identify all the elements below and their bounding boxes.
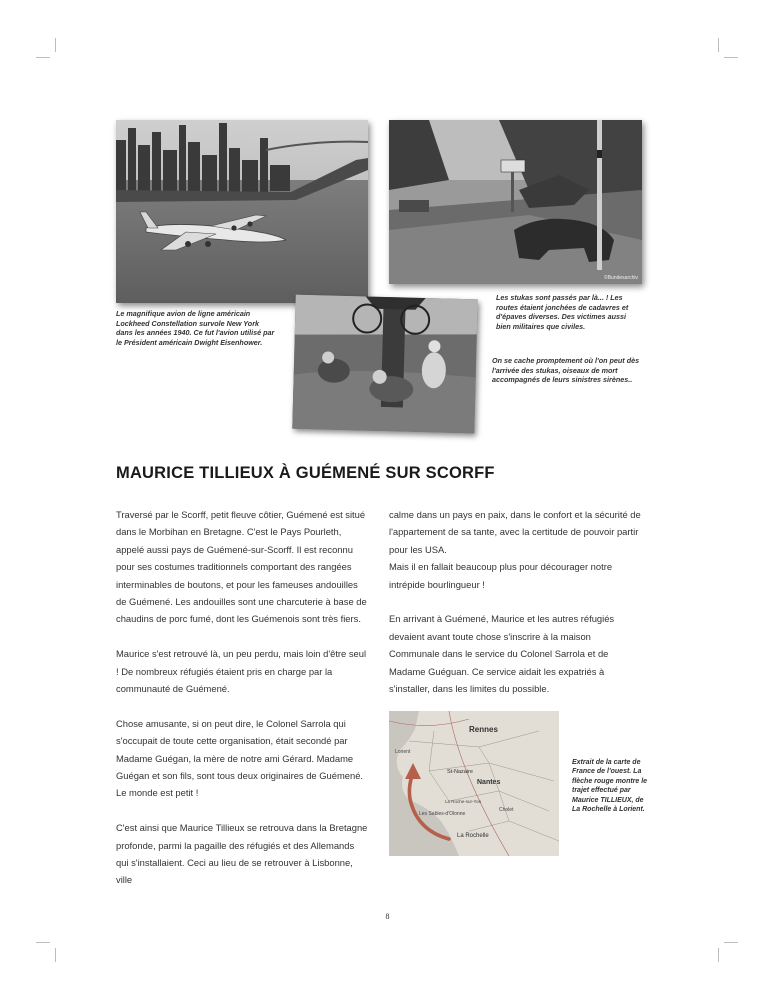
caption-plane: Le magnifique avion de ligne américain Lockheed Constellation survole New York dans les années 1940. Ce fut l'avion utilisé par le Président américain Dwight Eisenhower. [116, 309, 275, 347]
paragraph: calme dans un pays en paix, dans le confort et la sécurité de l'appartement de sa tante, avec la certitude de pouvoir partir pour les USA. [389, 509, 641, 555]
photo-stukas-road [389, 120, 642, 284]
paragraph: Mais il en fallait beaucoup plus pour décourager notre intrépide bourlingueur ! [389, 561, 613, 590]
map-label: La Roche-sur-Yon [445, 799, 482, 804]
photo-hiding-tree [292, 295, 477, 434]
page-number: 8 [385, 912, 390, 921]
map-label: Lorient [395, 749, 411, 755]
map-label: La Rochelle [457, 833, 489, 839]
paragraph: En arrivant à Guémené, Maurice et les autres réfugiés devaient avant toute chose s'inscrire à la maison Communale dans le service du Colonel Sarrola et de Madame Guéguan. Ce service aidait les expatriés à s'installer, dans les limites du possible. [389, 613, 615, 695]
right-column [389, 506, 643, 697]
crop-mark [724, 942, 738, 943]
left-column [116, 506, 368, 889]
map-label: Rennes [469, 725, 498, 734]
photo-plane-new-york [116, 120, 368, 303]
map-label: St-Nazaire [447, 769, 473, 775]
crop-mark [36, 57, 50, 58]
paragraph: C'est ainsi que Maurice Tillieux se retrouva dans la Bretagne profonde, parmi la pagaille des réfugiés et des Allemands qui s'installaient. Ceci au lieu de se retrouver à Lisbonne, ville [116, 822, 368, 886]
section-heading: MAURICE TILLIEUX À GUÉMENÉ SUR SCORFF [116, 464, 495, 482]
photo-credit: ©Bundesarchiv [604, 275, 638, 281]
crop-mark [718, 948, 719, 962]
map-western-france [389, 711, 559, 856]
crop-mark [55, 38, 56, 52]
caption-map: Extrait de la carte de France de l'ouest. La flèche rouge montre le trajet effectué par Maurice TILLIEUX, de La Rochelle à Lorient. [572, 759, 648, 814]
caption-stukas: Les stukas sont passés par là... ! Les routes étaient jonchées de cadavres et d'épaves diverses. Des victimes aussi bien militaires que civiles. [496, 293, 629, 331]
crop-mark [718, 38, 719, 52]
paragraph: Chose amusante, si on peut dire, le Colonel Sarrola qui s'occupait de toute cette organisation, était secondé par Madame Guégan, la mère de notre ami Gérard. Madame Guégan et son fils, sont tous deux originaires de Guémené. Le monde est petit ! [116, 717, 364, 799]
map-label: Cholet [499, 807, 514, 813]
crop-mark [36, 942, 50, 943]
crop-mark [55, 948, 56, 962]
map-label: Les Sables-d'Olonne [419, 811, 466, 817]
caption-hiding: On se cache promptement où l'on peut dès l'arrivée des stukas, oiseaux de mort accompagnés de leurs sinistres sirènes.. [492, 356, 640, 385]
paragraph: Traversé par le Scorff, petit fleuve côtier, Guémené est situé dans le Morbihan en Bretagne. C'est le Pays Pourleth, appelé aussi pays de Guémené-sur-Scorff. Il est reconnu pour ses costumes traditionnels comportant des rangées interminables de boutons, et pour les fameuses andouilles de Guémené. Les andouilles sont une charcuterie à base de chaudins de porc fumé, dont les Guémenois sont très fiers. [116, 509, 367, 625]
crop-mark [724, 57, 738, 58]
map-label: Nantes [477, 779, 501, 786]
paragraph: Maurice s'est retrouvé là, un peu perdu, mais loin d'être seul ! De nombreux réfugiés étaient pris en charge par la communauté de Guémené. [116, 648, 367, 695]
